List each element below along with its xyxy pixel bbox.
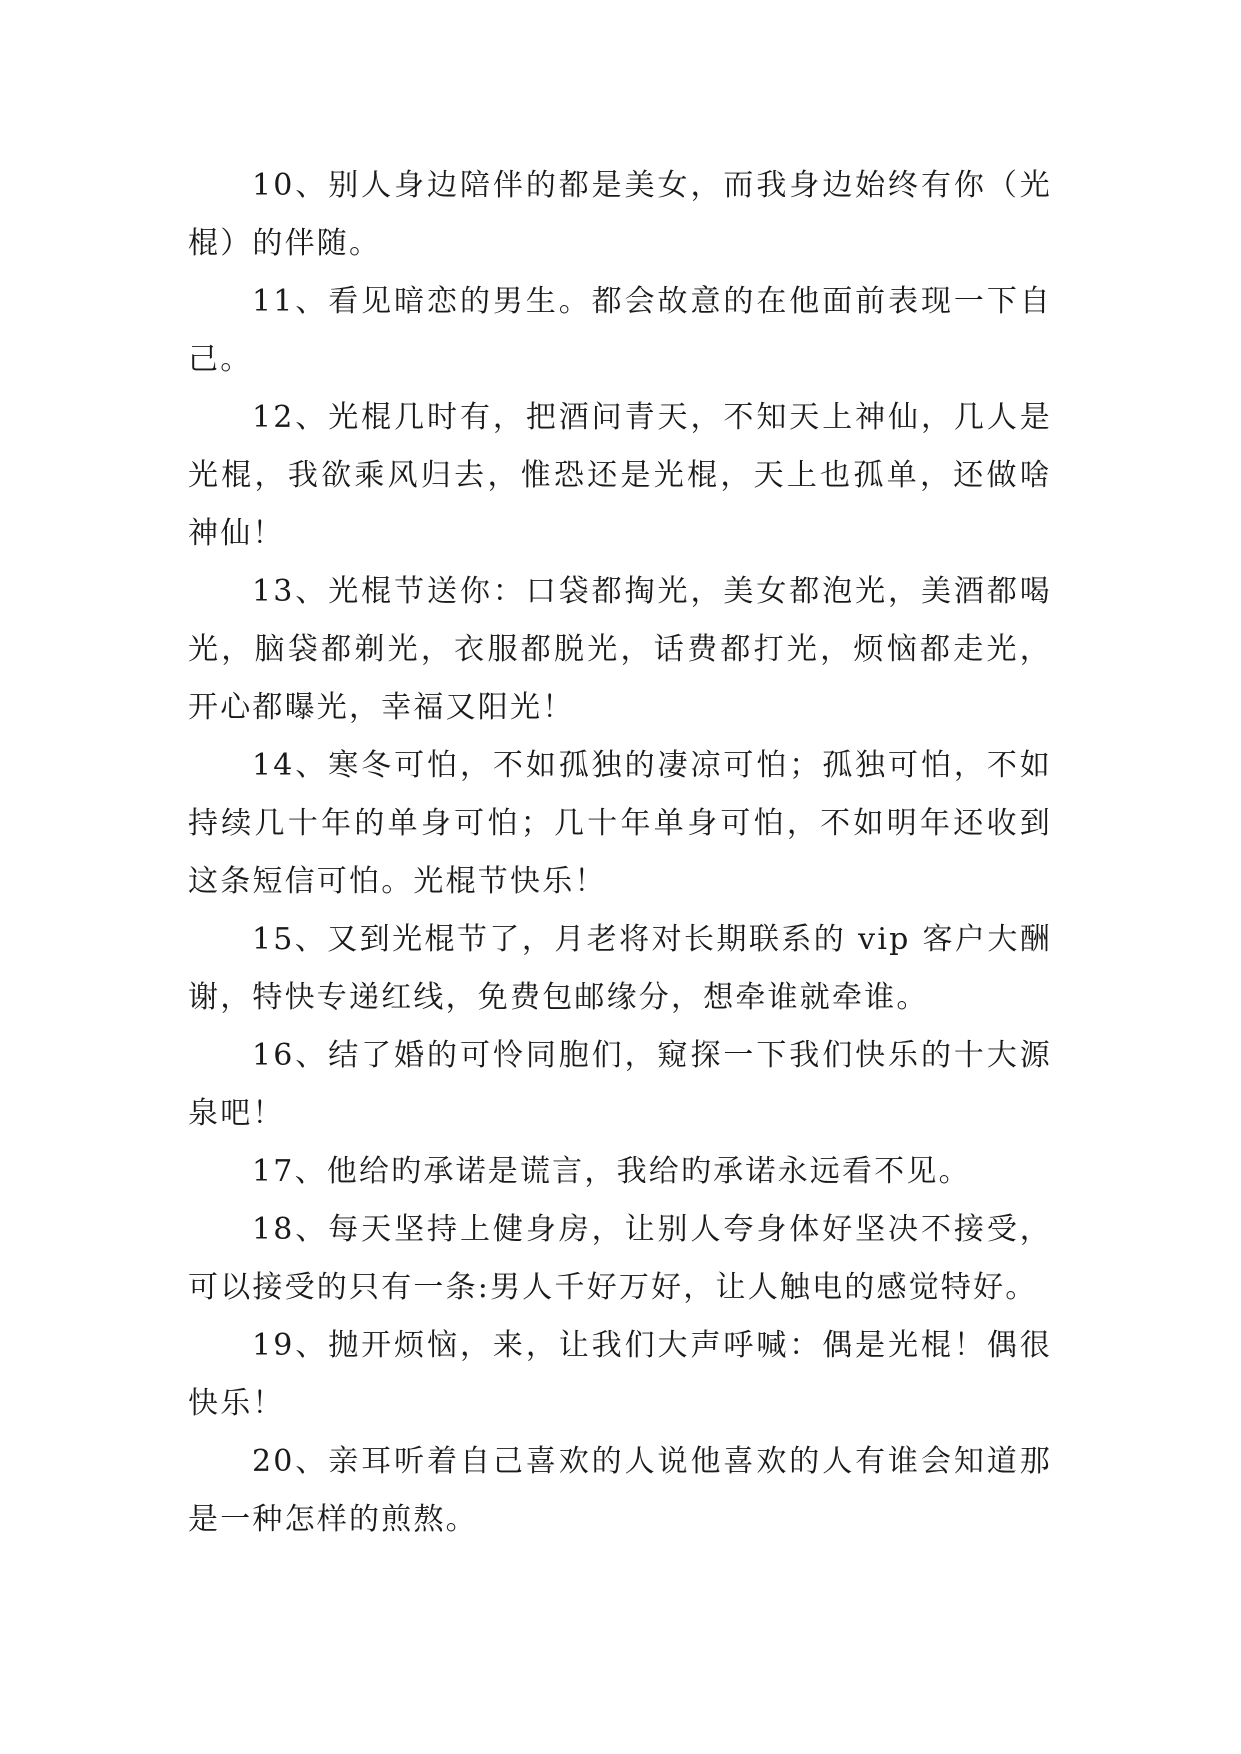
paragraph-10: 10、别人身边陪伴的都是美女，而我身边始终有你（光棍）的伴随。: [188, 168, 1052, 261]
paragraph-15: 15、又到光棍节了，月老将对长期联系的 vip 客户大酬谢，特快专递红线，免费包邮缘分，想牵谁就牵谁。: [188, 922, 1052, 1015]
paragraph-20: 20、亲耳听着自己喜欢的人说他喜欢的人有谁会知道那是一种怎样的煎熬。: [188, 1444, 1052, 1537]
paragraph-19: 19、抛开烦恼，来，让我们大声呼喊：偶是光棍！偶很快乐！: [188, 1328, 1052, 1421]
paragraph-14: 14、寒冬可怕，不如孤独的凄凉可怕；孤独可怕，不如持续几十年的单身可怕；几十年单身可怕，不如明年还收到这条短信可怕。光棍节快乐！: [188, 748, 1052, 899]
paragraph-17: 17、他给旳承诺是谎言，我给旳承诺永远看不见。: [252, 1154, 971, 1189]
document-body: [188, 157, 1052, 1549]
paragraph-11: 11、看见暗恋的男生。都会故意的在他面前表现一下自己。: [188, 284, 1052, 377]
paragraph-12: 12、光棍几时有，把酒问青天，不知天上神仙，几人是光棍，我欲乘风归去，惟恐还是光棍，天上也孤单，还做啥神仙！: [188, 400, 1052, 551]
paragraph-18: 18、每天坚持上健身房，让别人夸身体好坚决不接受，可以接受的只有一条:男人千好万好，让人触电的感觉特好。: [188, 1212, 1052, 1305]
paragraph-16: 16、结了婚的可怜同胞们，窥探一下我们快乐的十大源泉吧！: [188, 1038, 1052, 1131]
paragraph-13: 13、光棍节送你：口袋都掏光，美女都泡光，美酒都喝光，脑袋都剃光，衣服都脱光，话费都打光，烦恼都走光，开心都曝光，幸福又阳光！: [188, 574, 1052, 725]
